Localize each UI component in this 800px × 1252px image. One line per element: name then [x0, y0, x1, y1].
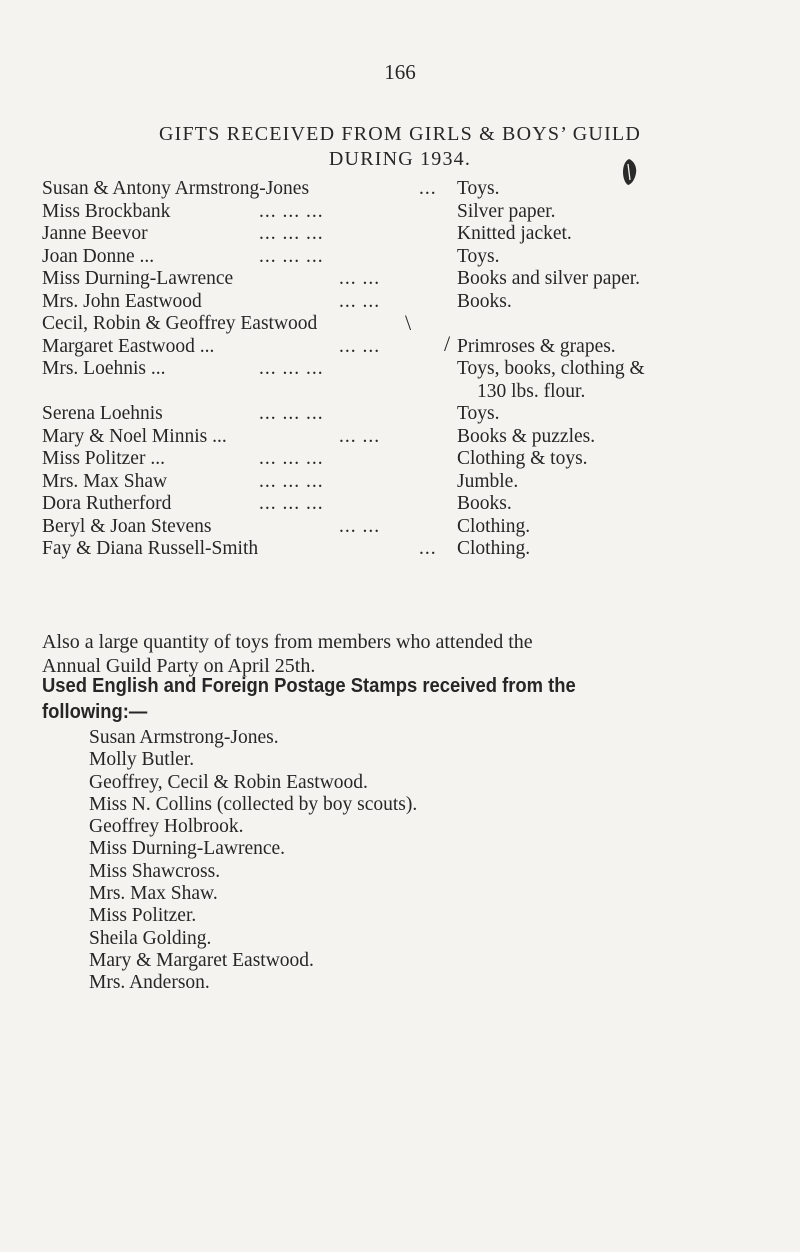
- gift-item: Clothing.: [457, 515, 531, 537]
- gift-row: [42, 291, 782, 314]
- leader-dots: ...: [419, 538, 437, 559]
- gift-item: Books.: [457, 290, 512, 312]
- donor-name: Cecil, Robin & Geoffrey Eastwood: [42, 313, 318, 334]
- stamp-donor: Miss Politzer.: [89, 905, 197, 927]
- stamp-donor: Geoffrey, Cecil & Robin Eastwood.: [89, 771, 368, 793]
- leader-dots: ... ... ...: [259, 245, 324, 267]
- donor-name: Miss Durning-Lawrence: [42, 268, 234, 289]
- party-note-line: Also a large quantity of toys from members who attended the: [42, 631, 533, 653]
- gift-row: [42, 201, 782, 224]
- stamps-heading: [42, 673, 783, 725]
- gift-row: [42, 538, 782, 561]
- donor-name: Miss Politzer ...: [42, 448, 165, 469]
- donor-name: Miss Brockbank: [42, 200, 171, 222]
- donor-name: Dora Rutherford: [42, 493, 172, 514]
- gift-row: [42, 178, 782, 201]
- gift-item: Jumble.: [457, 470, 519, 492]
- stamp-donor: Mrs. Anderson.: [89, 972, 210, 994]
- donor-name: Mary & Noel Minnis ...: [42, 425, 227, 447]
- stamp-donor: Miss Shawcross.: [89, 860, 221, 882]
- brace-top: \: [405, 310, 412, 335]
- gift-item: Toys.: [457, 178, 500, 199]
- donor-name: Fay & Diana Russell-Smith: [42, 538, 259, 559]
- gift-row: [42, 426, 782, 449]
- donor-name: Joan Donne ...: [42, 245, 155, 267]
- gift-row: [42, 516, 782, 539]
- stamp-donor: Mary & Margaret Eastwood.: [89, 949, 314, 971]
- brace-bottom: /: [444, 330, 451, 356]
- stamp-donor: Mrs. Max Shaw.: [89, 883, 218, 905]
- stamps-heading-line: Used English and Foreign Postage Stamps received from the: [42, 675, 576, 697]
- leader-dots: ... ... ...: [259, 223, 324, 244]
- donor-name: Margaret Eastwood ...: [42, 335, 215, 357]
- leader-dots: ... ...: [339, 335, 381, 357]
- stamp-donor: Geoffrey Holbrook.: [89, 816, 244, 838]
- page-subtitle: DURING 1934.: [328, 148, 472, 170]
- stamp-donor: Susan Armstrong-Jones.: [89, 727, 279, 748]
- gift-item: Primroses & grapes.: [457, 335, 616, 357]
- gift-item-continued: 130 lbs. flour.: [477, 380, 586, 402]
- donor-name: Beryl & Joan Stevens: [42, 515, 212, 537]
- gift-item: Toys.: [457, 403, 500, 424]
- page-title: GIFTS RECEIVED FROM GIRLS & BOYS’ GUILD: [158, 123, 641, 145]
- gift-item: Clothing.: [457, 538, 531, 559]
- gift-row: [42, 403, 782, 426]
- leader-dots: ... ... ...: [259, 358, 324, 379]
- gift-row: [42, 310, 782, 336]
- gift-item: Toys.: [457, 245, 500, 267]
- donor-name: Janne Beevor: [42, 223, 148, 244]
- leader-dots: ... ...: [339, 268, 381, 289]
- donor-name: Mrs. Loehnis ...: [42, 358, 166, 379]
- donor-name: Mrs. Max Shaw: [42, 470, 168, 492]
- leader-dots: ... ... ...: [259, 200, 324, 222]
- donor-name: Mrs. John Eastwood: [42, 290, 202, 312]
- stamp-donor: Sheila Golding.: [89, 927, 212, 949]
- stamp-donor: Miss Durning-Lawrence.: [89, 838, 286, 860]
- gift-item: Toys, books, clothing &: [457, 358, 645, 379]
- leader-dots: ... ...: [339, 425, 381, 447]
- gift-item: Books & puzzles.: [457, 425, 596, 447]
- gift-item: Books.: [457, 493, 512, 514]
- gifts-list: [42, 178, 782, 561]
- stamps-heading-line: following:—: [42, 701, 148, 723]
- leader-dots: ... ...: [339, 515, 381, 537]
- leader-dots: ... ... ...: [259, 403, 324, 424]
- stamp-donor: Miss N. Collins (collected by boy scouts).: [89, 793, 418, 815]
- gift-row: [42, 268, 782, 291]
- gift-item: Books and silver paper.: [457, 268, 641, 289]
- gift-row: [42, 358, 782, 403]
- leader-dots: ... ...: [339, 290, 381, 312]
- gift-row: [42, 493, 782, 516]
- gift-row: [42, 223, 782, 246]
- page-number: 166: [384, 60, 416, 84]
- donor-name: Serena Loehnis: [42, 403, 163, 424]
- stamp-donor: Molly Butler.: [89, 749, 195, 771]
- leader-dots: ... ... ...: [259, 448, 324, 469]
- gift-item: Silver paper.: [457, 200, 556, 222]
- leader-dots: ... ... ...: [259, 470, 324, 492]
- gift-row: [42, 448, 782, 471]
- gift-row: [42, 471, 782, 494]
- leader-dots: ... ... ...: [259, 493, 324, 514]
- gift-item: Knitted jacket.: [457, 223, 572, 244]
- gift-item: Clothing & toys.: [457, 448, 588, 469]
- party-note-line: Annual Guild Party on April 25th.: [42, 655, 316, 677]
- party-note: [42, 630, 787, 678]
- stamp-donors-list: [89, 727, 417, 995]
- donor-name: Susan & Antony Armstrong-Jones: [42, 178, 310, 199]
- gift-row: [42, 330, 782, 359]
- leader-dots: ...: [419, 178, 437, 199]
- gift-row: [42, 246, 782, 269]
